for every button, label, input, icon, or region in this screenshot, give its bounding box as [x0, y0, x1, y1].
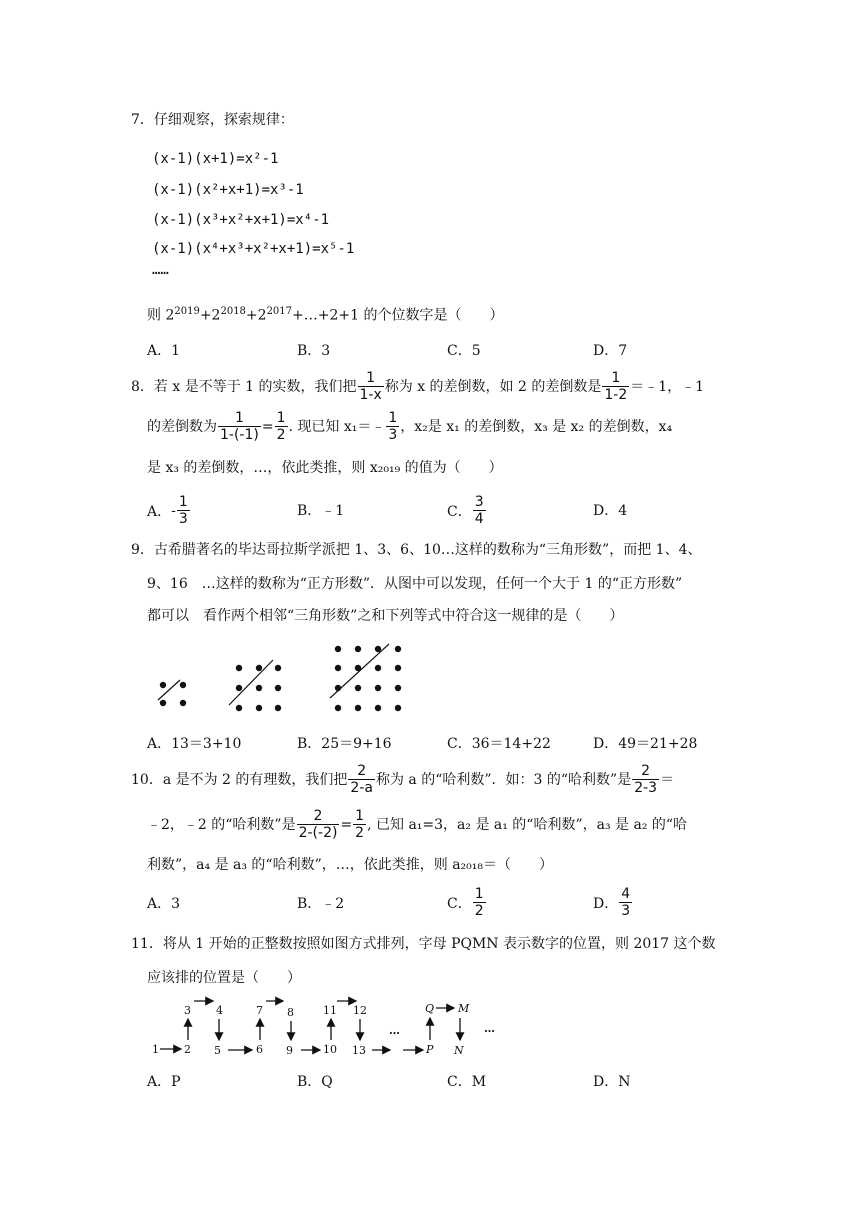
q8-option-a[interactable]: A． - $\frac{1}{3}$	[147, 494, 188, 527]
q7-option-c[interactable]: C．5	[447, 343, 481, 359]
q11-number-arrangement-figure	[140, 990, 510, 1062]
q7-dots: ……	[152, 262, 169, 278]
q11-option-b[interactable]: B．Q	[297, 1074, 333, 1090]
q10-option-a[interactable]: A．3	[147, 896, 181, 912]
q9-line1: 9．古希腊著名的毕达哥拉斯学派把 1、3、6、10…这样的数称为“三角形数”，而把 1、4、	[131, 542, 702, 558]
q11-option-c[interactable]: C．M	[447, 1074, 487, 1090]
q9-option-d[interactable]: D．49＝21+28	[593, 736, 698, 752]
q7-eq2: (x-1)(x²+x+1)=x³-1	[152, 182, 304, 198]
q7-eq4: (x-1)(x⁴+x³+x²+x+1)=x⁵-1	[152, 241, 355, 257]
q8-line2: 的差倒数为 $\frac{1}{1-(-1)}$ = $\frac{1}{2}$ . 现已知 x₁＝﹣ $\frac{1}{3}$ ，x₂是 x₁ 的差倒数，x₃ 是 x₂ 的差倒数，x₄	[147, 410, 673, 443]
q7-stem: 7．仔细观察，探索规律：	[131, 112, 294, 128]
q7-option-d[interactable]: D．7	[593, 343, 628, 359]
q8-option-b[interactable]: B．﹣1	[297, 503, 345, 519]
q11-option-d[interactable]: D．N	[593, 1074, 631, 1090]
q11-ellipsis-1: …	[389, 1024, 400, 1037]
q10-fraction-ex1: $\frac{2}{2-3}$	[634, 763, 658, 796]
q8-option-d[interactable]: D．4	[593, 503, 628, 519]
q8-option-c[interactable]: C． $\frac{3}{4}$	[447, 494, 484, 527]
q11-label-q: Q	[425, 1002, 435, 1015]
q11-label-11: 11	[323, 1004, 337, 1017]
q10-line3: 利数”，a₄ 是 a₃ 的“哈利数”，…，依此类推，则 a₂₀₁₈＝（ ）	[147, 857, 553, 873]
q11-label-1: 1	[152, 1043, 159, 1056]
q8-line1: 8．若 x 是不等于 1 的实数，我们把 $\frac{1}{1-x}$ 称为 x 的差倒数，如 2 的差倒数是 $\frac{1}{1-2}$ ＝﹣1，﹣1	[131, 370, 705, 403]
q11-label-5: 5	[214, 1044, 221, 1057]
q11-option-a[interactable]: A．P	[147, 1074, 181, 1090]
q11-label-6: 6	[256, 1043, 263, 1056]
q7-option-a[interactable]: A．1	[147, 343, 181, 359]
q8-fraction-x1: $\frac{1}{3}$	[388, 410, 398, 443]
q7-eq3: (x-1)(x³+x²+x+1)=x⁴-1	[152, 212, 330, 228]
q9-option-b[interactable]: B．25＝9+16	[297, 736, 392, 752]
q11-label-10: 10	[323, 1043, 337, 1056]
q11-label-p: P	[426, 1043, 434, 1056]
q9-line3: 都可以 看作两个相邻“三角形数”之和下列等式中符合这一规律的是（ ）	[147, 608, 624, 624]
q9-line2: 9、16 …这样的数称为“正方形数”．从图中可以发现，任何一个大于 1 的“正方形数”	[147, 576, 683, 592]
q8-line3: 是 x₃ 的差倒数，…，依此类推，则 x₂₀₁₉ 的值为（ ）	[147, 460, 503, 476]
q11-line2: 应该排的位置是（ ）	[147, 970, 301, 986]
q10-line1: 10．a 是不为 2 的有理数，我们把 $\frac{2}{2-a}$ 称为 a 的“哈利数”．如：3 的“哈利数”是 $\frac{2}{2-3}$ ＝	[131, 763, 675, 796]
q11-label-4: 4	[216, 1004, 223, 1017]
q11-label-12: 12	[353, 1004, 367, 1017]
q10-option-d[interactable]: D． $\frac{4}{3}$	[593, 886, 631, 919]
q11-label-3: 3	[184, 1004, 191, 1017]
q10-fraction-ex2-result: $\frac{1}{2}$	[355, 808, 365, 841]
q11-line1: 11．将从 1 开始的正整数按照如图方式排列，字母 PQMN 表示数字的位置，则 2017 这个数	[131, 936, 716, 952]
q9-dot-figure	[140, 638, 430, 722]
q10-option-c[interactable]: C． $\frac{1}{2}$	[447, 886, 484, 919]
q7-question: 则 $2^{2019}+2^{2018}+2^{2017}+\dots+2+1$ 的个位数字是（ ）	[147, 306, 504, 324]
q11-label-9: 9	[286, 1044, 293, 1057]
q10-fraction-ex2: $\frac{2}{2-(-2)}$	[298, 808, 338, 841]
q11-label-7: 7	[256, 1004, 263, 1017]
q9-option-c[interactable]: C．36＝14+22	[447, 736, 551, 752]
q11-label-n: N	[454, 1044, 464, 1057]
q11-label-13: 13	[352, 1044, 366, 1057]
q10-fraction-def: $\frac{2}{2-a}$	[350, 763, 373, 796]
q10-option-b[interactable]: B．﹣2	[297, 896, 345, 912]
q7-eq1: (x-1)(x+1)=x²-1	[152, 151, 279, 167]
q8-fraction-ex2: $\frac{1}{1-(-1)}$	[220, 410, 259, 443]
q11-label-2: 2	[184, 1043, 191, 1056]
q10-line2: ﹣2，﹣2 的“哈利数”是 $\frac{2}{2-(-2)}$ = $\frac{1}{2}$ , 已知 a₁=3，a₂ 是 a₁ 的“哈利数”，a₃ 是 a₂ 的“哈	[147, 808, 688, 841]
q7-option-b[interactable]: B．3	[297, 343, 331, 359]
q11-label-8: 8	[287, 1006, 294, 1019]
q8-fraction-ex1: $\frac{1}{1-2}$	[604, 370, 628, 403]
q8-fraction-def: $\frac{1}{1-x}$	[359, 370, 382, 403]
q11-label-m: M	[458, 1002, 470, 1015]
q8-fraction-ex2-result: $\frac{1}{2}$	[276, 410, 286, 443]
q9-option-a[interactable]: A．13＝3+10	[147, 736, 242, 752]
q11-ellipsis-2: …	[484, 1022, 495, 1035]
